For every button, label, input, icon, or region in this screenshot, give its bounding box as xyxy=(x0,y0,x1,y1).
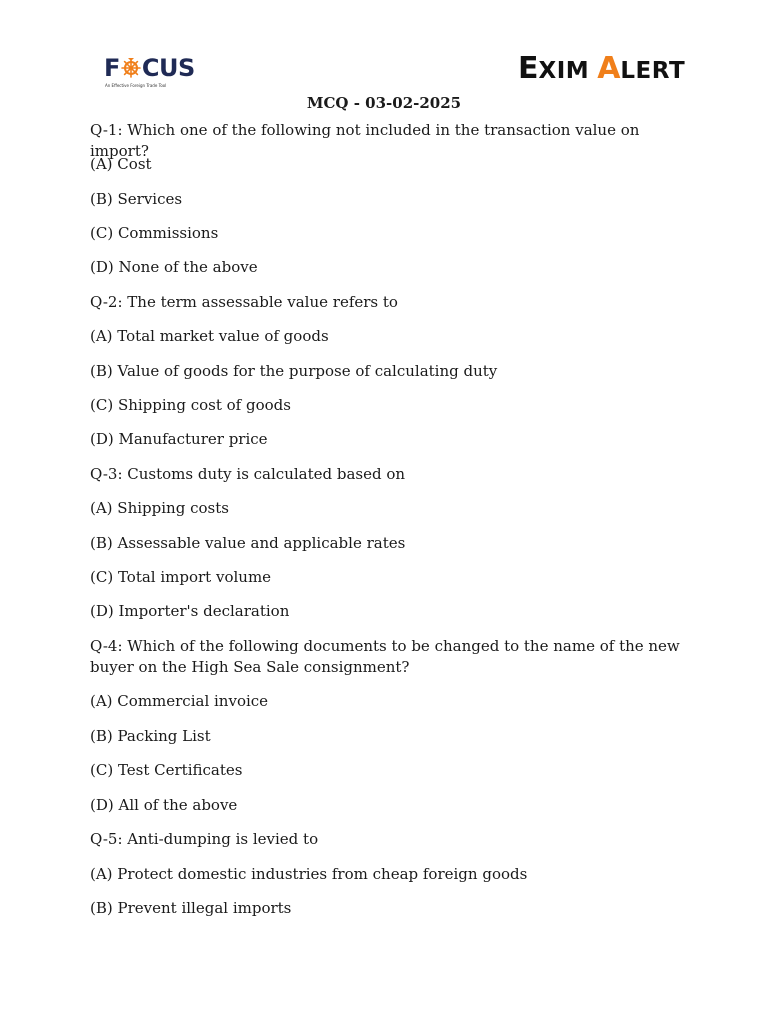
question-5: Q-5: Anti-dumping is levied to xyxy=(90,830,319,848)
ship-wheel-icon xyxy=(121,56,141,76)
exim-logo-letter-a: A xyxy=(597,51,621,86)
exim-logo-letters-xim: XIM xyxy=(538,58,590,84)
focus-logo-word xyxy=(104,54,195,82)
focus-logo xyxy=(104,50,196,92)
question-1-option-a: (A) Cost xyxy=(90,155,152,173)
question-5-option-b: (B) Prevent illegal imports xyxy=(90,899,292,917)
page-title: MCQ - 03-02-2025 xyxy=(306,94,462,112)
question-4: Q-4: Which of the following documents to be changed to the name of the new buyer on the High Sea Sale consignment? xyxy=(90,637,680,676)
exim-alert-logo xyxy=(518,53,685,89)
question-1: Q-1: Which one of the following not included in the transaction value on import? xyxy=(90,121,640,160)
question-4-option-d: (D) All of the above xyxy=(90,796,238,814)
question-2-option-c: (C) Shipping cost of goods xyxy=(90,396,291,414)
question-2-option-d: (D) Manufacturer price xyxy=(90,430,268,448)
question-2: Q-2: The term assessable value refers to xyxy=(90,293,398,311)
question-3: Q-3: Customs duty is calculated based on xyxy=(90,465,406,483)
question-4-option-c: (C) Test Certificates xyxy=(90,761,243,779)
focus-logo-tagline: An Effective Foreign Trade Tool xyxy=(105,83,167,88)
question-3-option-c: (C) Total import volume xyxy=(90,568,272,586)
question-2-option-b: (B) Value of goods for the purpose of calculating duty xyxy=(90,362,498,380)
question-1-option-d: (D) None of the above xyxy=(90,258,258,276)
question-3-option-b: (B) Assessable value and applicable rates xyxy=(90,534,406,552)
exim-logo-letter-e: E xyxy=(518,51,539,86)
question-3-option-a: (A) Shipping costs xyxy=(90,499,229,517)
question-3-option-d: (D) Importer's declaration xyxy=(90,602,290,620)
focus-logo-letters-cus: CUS xyxy=(141,54,195,82)
question-1-option-b: (B) Services xyxy=(90,190,183,208)
question-2-option-a: (A) Total market value of goods xyxy=(90,327,329,345)
question-5-option-a: (A) Protect domestic industries from cheap foreign goods xyxy=(90,865,528,883)
question-4-option-a: (A) Commercial invoice xyxy=(90,692,269,710)
focus-logo-letter-f: F xyxy=(104,54,120,82)
question-1-option-c: (C) Commissions xyxy=(90,224,219,242)
question-4-option-b: (B) Packing List xyxy=(90,727,211,745)
exim-logo-letters-lert: LERT xyxy=(620,58,686,84)
